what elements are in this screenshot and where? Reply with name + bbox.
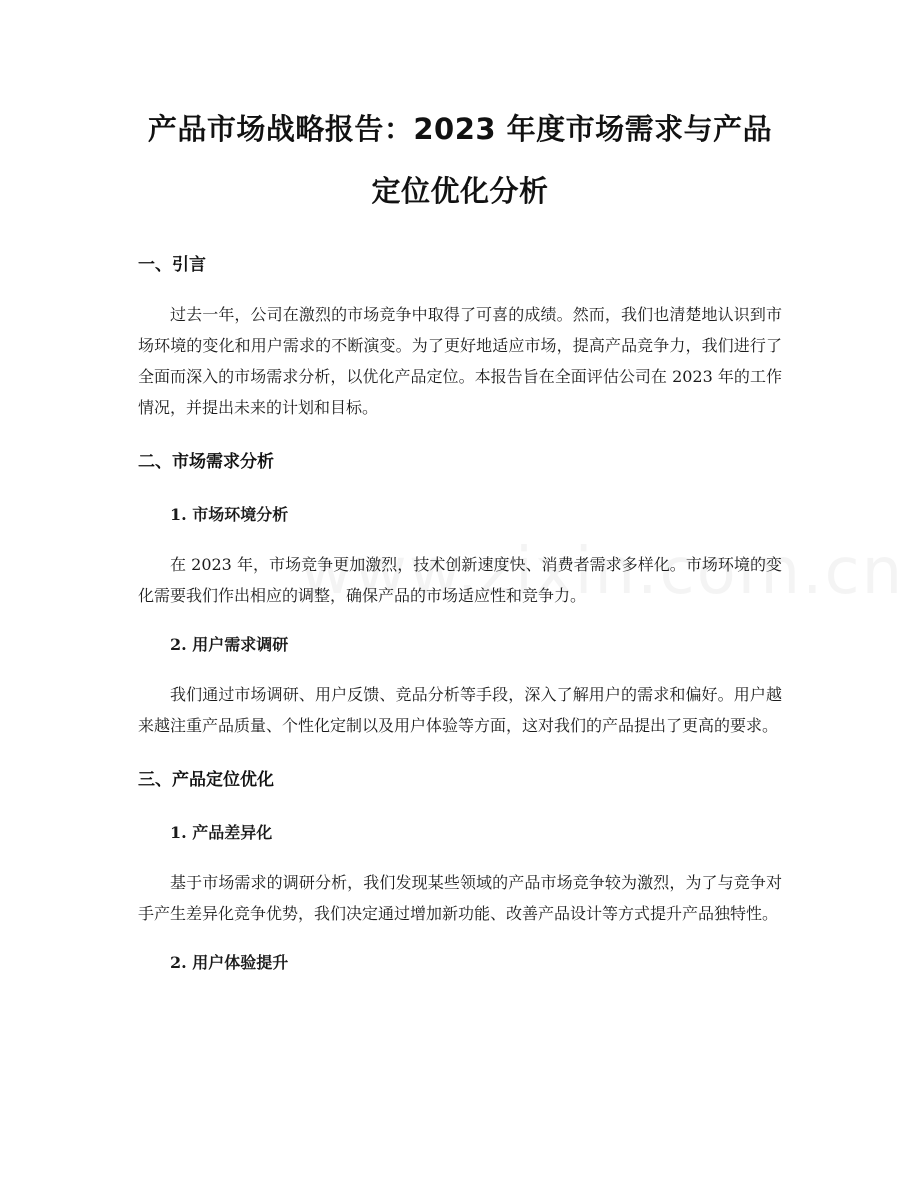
market-environment-paragraph: 在 2023 年，市场竞争更加激烈，技术创新速度快、消费者需求多样化。市场环境的变化需要我们作出相应的调整，确保产品的市场适应性和竞争力。 [138,555,782,605]
subheading-user-research: 2. 用户需求调研 [170,635,289,654]
subheading-user-experience: 2. 用户体验提升 [170,953,289,972]
section-heading-product-positioning: 三、产品定位优化 [138,770,274,790]
subheading-product-differentiation: 1. 产品差异化 [170,823,273,842]
section-heading-intro: 一、引言 [138,255,206,275]
section-heading-market-demand: 二、市场需求分析 [138,452,274,472]
document-title: 产品市场战略报告：2023 年度市场需求与产品定位优化分析 [147,112,773,208]
user-research-paragraph: 我们通过市场调研、用户反馈、竞品分析等手段，深入了解用户的需求和偏好。用户越来越注重产品质量、个性化定制以及用户体验等方面，这对我们的产品提出了更高的要求。 [138,685,782,735]
product-differentiation-paragraph: 基于市场需求的调研分析，我们发现某些领域的产品市场竞争较为激烈，为了与竞争对手产生差异化竞争优势，我们决定通过增加新功能、改善产品设计等方式提升产品独特性。 [138,873,782,923]
subheading-market-environment: 1. 市场环境分析 [170,505,289,524]
intro-paragraph: 过去一年，公司在激烈的市场竞争中取得了可喜的成绩。然而，我们也清楚地认识到市场环境的变化和用户需求的不断演变。为了更好地适应市场，提高产品竞争力，我们进行了全面而深入的市场需求分析，以优化产品定位。本报告旨在全面评估公司在 2023 年的工作情况，并提出未来的计划和目标。 [138,305,782,417]
